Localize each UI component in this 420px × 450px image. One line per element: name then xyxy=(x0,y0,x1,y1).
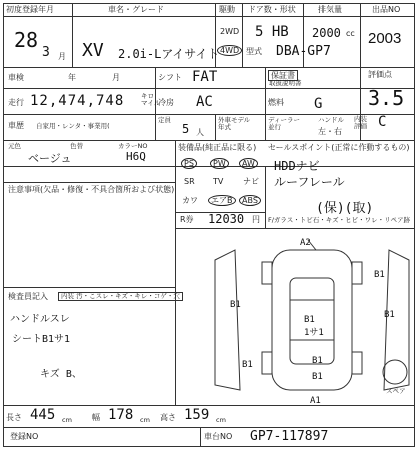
warranty-label: 保証書 xyxy=(268,70,298,81)
drive-2wd: 2WD xyxy=(220,27,240,36)
recycle-label: R券 xyxy=(180,215,194,224)
mileage-label: 走行 xyxy=(8,98,24,107)
width-value: 178 xyxy=(108,407,134,423)
equip-pw: PW xyxy=(210,158,229,169)
lot-no: 2003 xyxy=(368,30,402,47)
mark-left-door: B1 xyxy=(230,300,241,310)
ac-label: 冷房 xyxy=(158,98,174,107)
color-change-label: 色替 xyxy=(70,142,83,150)
rating-value: 3.5 xyxy=(368,86,405,110)
drive-4wd: 4WD xyxy=(217,45,242,56)
ac-value: AC xyxy=(196,94,213,110)
equip-tv: TV xyxy=(213,177,224,186)
mark-rear-lower: B1 xyxy=(312,372,323,382)
mileage-value: 12,474,748 xyxy=(30,93,125,109)
dealer-label: ディーラー 並行 xyxy=(268,116,300,131)
history-label: 車歴 xyxy=(8,121,24,130)
color-code: H6Q xyxy=(126,150,146,163)
mark-left-rear: B1 xyxy=(242,360,253,370)
color-code-label: カラーNO xyxy=(118,142,148,150)
length-value: 445 xyxy=(30,407,56,423)
handle-label: ハンドル xyxy=(318,116,344,124)
original-color: ベージュ xyxy=(28,152,72,165)
fuel-value: G xyxy=(314,96,323,112)
capacity-value: 5 xyxy=(182,122,190,136)
inspector-label: 検査員記入 xyxy=(8,292,48,301)
shift-value: FAT xyxy=(192,69,218,85)
car-side-right xyxy=(384,250,409,390)
lot-no-label: 出品NO xyxy=(372,5,401,14)
spare-tire xyxy=(383,360,407,384)
recycle-unit: 円 xyxy=(252,215,260,224)
sales-point-line1: HDDナビ xyxy=(274,159,320,173)
mark-front: A2 xyxy=(300,238,311,248)
interior-value: C xyxy=(378,114,387,130)
inspector-codes: 内装 汚・こスレ・キズ・キレ・コゲ・穴 xyxy=(58,292,183,301)
reg-no-label: 登録NO xyxy=(10,432,39,441)
equip-ps: PS xyxy=(181,158,197,169)
reg-month: 3 xyxy=(42,45,50,60)
manual-label: 取扱説明書 xyxy=(269,79,302,87)
length-label: 長さ xyxy=(6,413,22,422)
reg-year: 28 xyxy=(14,28,39,52)
mark-right-front: B1 xyxy=(374,270,385,280)
wheel-rear-left xyxy=(262,352,272,374)
inspection-label: 車検 xyxy=(8,73,24,82)
inspector-line1: ハンドルスレ xyxy=(10,314,70,325)
sales-point-label: セールスポイント(正常に作動するもの) xyxy=(268,143,410,152)
height-value: 159 xyxy=(184,407,210,423)
model-name: XV xyxy=(82,40,104,61)
grade-name: 2.0i-Lアイサイト xyxy=(118,47,220,61)
height-label: 高さ xyxy=(160,413,176,422)
doors-value: 5 HB xyxy=(255,24,289,40)
cc-value: 2000 xyxy=(312,26,341,40)
equip-navi: ナビ xyxy=(243,177,259,186)
inspector-line2: シートB1サ1 xyxy=(12,334,71,345)
inspection-month-unit: 月 xyxy=(112,73,120,82)
mark-roof: B1 1サ1 xyxy=(304,315,324,338)
length-unit: cm xyxy=(62,416,72,424)
glass-damage-label: F/ガラス・トビ石・キズ・ヒビ・ワレ・リペア跡 xyxy=(268,216,410,224)
equipment-label: 装備品(純正品に限る) xyxy=(178,143,257,152)
original-color-label: 元色 xyxy=(8,142,21,150)
chassis-label: 車台NO xyxy=(204,432,233,441)
width-label: 幅 xyxy=(92,413,100,422)
car-side-left xyxy=(215,250,240,390)
mark-right-door: B1 xyxy=(384,310,395,320)
inspector-line3: キズ B、 xyxy=(40,369,82,380)
recycle-value: 12030 xyxy=(208,212,245,226)
wheel-front-right xyxy=(352,262,362,284)
equip-sr: SR xyxy=(184,177,195,186)
drive-label: 駆動 xyxy=(219,5,235,14)
equip-aw: AW xyxy=(239,158,258,169)
equip-airbag: エアB xyxy=(208,195,236,206)
mileage-unit: キロ マイル xyxy=(141,92,161,107)
height-unit: cm xyxy=(216,416,226,424)
mark-rear-bumper: A1 xyxy=(310,396,321,406)
chassis-no: GP7-117897 xyxy=(250,429,329,444)
displacement-label: 排気量 xyxy=(318,5,342,14)
month-unit: 月 xyxy=(58,52,66,61)
model-code: DBA-GP7 xyxy=(276,44,331,59)
handle-options: 左・右 xyxy=(318,127,342,136)
sales-point-note: (保)(取) xyxy=(316,201,374,216)
inspection-year-unit: 年 xyxy=(68,73,76,82)
model-grade-label: 車名・グレード xyxy=(108,5,164,14)
capacity-unit: 人 xyxy=(196,128,204,137)
door-shape-label: ドア数・形状 xyxy=(248,5,296,14)
history-options: 自家用・レンタ・事業用( xyxy=(36,122,110,130)
rating-label: 評価点 xyxy=(368,70,392,79)
width-unit: cm xyxy=(140,416,150,424)
import-model-label: 外車モデル 年式 xyxy=(218,116,251,131)
wheel-rear-right xyxy=(352,352,362,374)
cc-unit: cc xyxy=(346,29,355,38)
equip-leather: カワ xyxy=(182,196,198,205)
first-reg-label: 初度登録年月 xyxy=(6,5,54,14)
model-code-label: 型式 xyxy=(246,47,262,56)
mark-rear: B1 xyxy=(312,356,323,366)
shift-label: シフト xyxy=(158,73,182,82)
wheel-front-left xyxy=(262,262,272,284)
equip-abs: ABS xyxy=(239,195,261,206)
notes-label: 注意事項(欠品・修復・不具合箇所および状態) xyxy=(8,185,175,194)
capacity-label: 定員 xyxy=(158,116,171,124)
interior-label: 内装 評価 xyxy=(354,115,367,130)
fuel-label: 燃料 xyxy=(268,98,284,107)
spare-label: スペア xyxy=(386,387,406,395)
sales-point-line2: ルーフレール xyxy=(274,175,345,189)
